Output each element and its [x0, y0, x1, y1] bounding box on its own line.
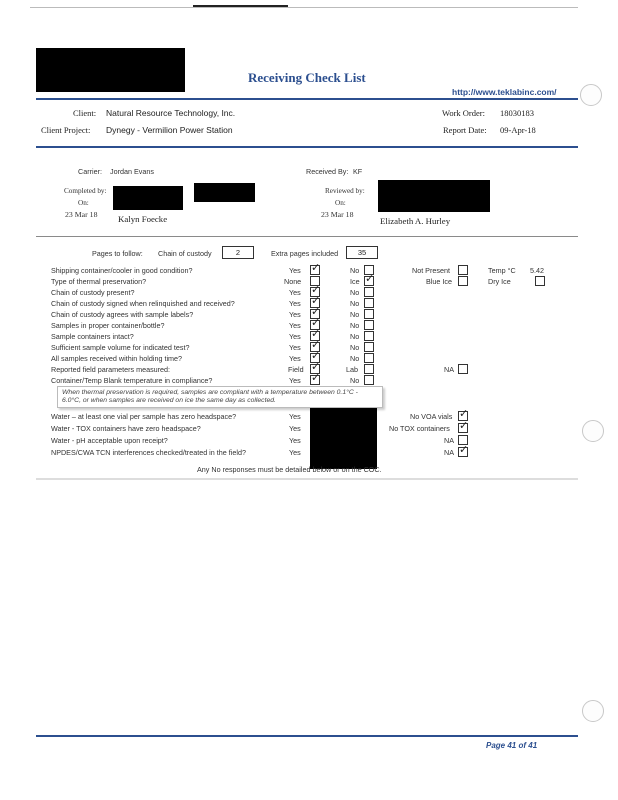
checklist-option-b: No — [350, 266, 360, 275]
completed-initials-redaction — [194, 183, 255, 202]
water-option-a: Yes — [289, 412, 301, 421]
project-value: Dynegy - Vermilion Power Station — [106, 125, 233, 135]
water-option-c: No VOA vials — [410, 412, 453, 421]
work-order-label: Work Order: — [442, 108, 485, 118]
checklist-option-d: Dry Ice — [488, 277, 511, 286]
checklist-option-b: No — [350, 310, 360, 319]
water-option-a: Yes — [289, 448, 301, 457]
checklist-option-b: No — [350, 321, 360, 330]
checkbox-na[interactable] — [458, 364, 468, 374]
checklist-option-c: Blue Ice — [426, 277, 452, 286]
checklist-option-a: Yes — [289, 299, 301, 308]
reviewed-name: Elizabeth A. Hurley — [380, 216, 451, 226]
checklist-question: Samples in proper container/bottle? — [51, 321, 165, 330]
checklist-option-b: No — [350, 343, 360, 352]
thermal-preservation-note: When thermal preservation is required, samples are compliant with a temperature between 0.1°C - 6.0°C, or when samples are received on ice the same day as collected. — [57, 386, 383, 408]
completed-on-label: On: — [78, 199, 89, 207]
checkbox-no-tox-containers[interactable] — [458, 423, 468, 433]
checklist-question: Shipping container/cooler in good condition? — [51, 266, 193, 275]
water-option-c: NA — [444, 448, 454, 457]
checklist-bottom-rule — [36, 478, 578, 480]
water-option-a: Yes — [289, 424, 301, 433]
checkbox-no[interactable] — [364, 320, 374, 330]
report-date-value: 09-Apr-18 — [500, 125, 536, 135]
pages-to-follow-label: Pages to follow: — [92, 249, 143, 258]
extra-pages-box[interactable]: 35 — [346, 246, 378, 259]
checkbox-yes[interactable] — [310, 265, 320, 275]
top-edge-line — [30, 7, 578, 8]
temp-label: Temp °C — [488, 266, 516, 275]
checklist-option-c: Not Present — [412, 266, 450, 275]
hole-punch-middle — [582, 420, 604, 442]
checkbox-no[interactable] — [364, 375, 374, 385]
checkbox-lab[interactable] — [364, 364, 374, 374]
reviewed-signature-redaction — [378, 180, 490, 212]
checklist-option-b: No — [350, 354, 360, 363]
info-rule — [36, 146, 578, 148]
checkbox-yes[interactable] — [310, 375, 320, 385]
checklist-question: Container/Temp Blank temperature in compliance? — [51, 376, 213, 385]
hole-punch-top — [580, 84, 602, 106]
hole-punch-bottom — [582, 700, 604, 722]
page-number: Page 41 of 41 — [486, 741, 538, 750]
checklist-option-b: No — [350, 376, 360, 385]
checklist-option-c: NA — [444, 365, 454, 374]
checklist-option-a: None — [284, 277, 302, 286]
checklist-question: Sufficient sample volume for indicated test? — [51, 343, 190, 352]
checkbox-no[interactable] — [364, 342, 374, 352]
page-title: Receiving Check List — [248, 70, 366, 85]
checklist-option-b: Ice — [350, 277, 360, 286]
checkbox-no[interactable] — [364, 298, 374, 308]
checklist-option-a: Yes — [289, 310, 301, 319]
water-redaction — [310, 408, 377, 469]
checklist-option-a: Yes — [289, 376, 301, 385]
checklist-option-a: Yes — [289, 266, 301, 275]
checklist-question: Chain of custody signed when relinquished and received? — [51, 299, 235, 308]
receipt-rule — [36, 236, 578, 237]
reviewed-by-label: Reviewed by: — [325, 187, 365, 195]
completed-date: 23 Mar 18 — [65, 210, 98, 219]
reviewed-on-label: On: — [335, 199, 346, 207]
received-by-label: Received By: — [306, 167, 349, 176]
checklist-option-a: Yes — [289, 354, 301, 363]
water-option-a: Yes — [289, 436, 301, 445]
checklist-option-a: Yes — [289, 288, 301, 297]
water-question: Water - TOX containers have zero headspace? — [51, 424, 201, 433]
checkbox-not-present[interactable] — [458, 265, 468, 275]
coc-pages-box[interactable]: 2 — [222, 246, 254, 259]
water-option-c: No TOX containers — [389, 424, 450, 433]
checklist-option-b: No — [350, 332, 360, 341]
logo-redaction — [36, 48, 185, 92]
report-date-label: Report Date: — [443, 125, 487, 135]
checklist-question: Type of thermal preservation? — [51, 277, 147, 286]
water-question: NPDES/CWA TCN interferences checked/treated in the field? — [51, 448, 246, 457]
client-value: Natural Resource Technology, Inc. — [106, 108, 236, 118]
checkbox-no[interactable] — [364, 353, 374, 363]
extra-pages-label: Extra pages included — [271, 249, 339, 258]
checklist-question: Chain of custody agrees with sample labels? — [51, 310, 194, 319]
checkbox-no[interactable] — [364, 309, 374, 319]
checklist-option-b: No — [350, 299, 360, 308]
water-question: Water - pH acceptable upon receipt? — [51, 436, 168, 445]
checklist-option-b: No — [350, 288, 360, 297]
received-by-value: KF — [353, 167, 363, 176]
carrier-label: Carrier: — [78, 167, 102, 176]
project-label: Client Project: — [41, 125, 91, 135]
checkbox-no[interactable] — [364, 331, 374, 341]
checkbox-ice[interactable] — [364, 276, 374, 286]
coc-pages-label: Chain of custody — [158, 249, 212, 258]
reviewed-date: 23 Mar 18 — [321, 210, 354, 219]
carrier-value: Jordan Evans — [110, 167, 154, 176]
water-option-c: NA — [444, 436, 454, 445]
checklist-option-a: Yes — [289, 332, 301, 341]
temp-value: 5.42 — [530, 266, 544, 275]
checkbox-blue-ice[interactable] — [458, 276, 468, 286]
checklist-option-a: Yes — [289, 343, 301, 352]
checkbox-tcn-na[interactable] — [458, 447, 468, 457]
checklist-option-a: Field — [288, 365, 304, 374]
checklist-question: All samples received within holding time? — [51, 354, 183, 363]
footer-note: Any No responses must be detailed below or on the COC. — [197, 465, 382, 474]
work-order-value: 18030183 — [500, 108, 534, 118]
checklist-question: Sample containers intact? — [51, 332, 134, 341]
checkbox-dry-ice[interactable] — [535, 276, 545, 286]
completed-signature-redaction — [113, 186, 183, 210]
completed-by-label: Completed by: — [64, 187, 107, 195]
client-label: Client: — [73, 108, 97, 118]
checkbox-no[interactable] — [364, 287, 374, 297]
checklist-question: Reported field parameters measured: — [51, 365, 171, 374]
completed-name: Kalyn Foecke — [118, 214, 168, 224]
website-link[interactable]: http://www.teklabinc.com/ — [452, 87, 557, 97]
checklist-option-b: Lab — [346, 365, 358, 374]
checklist-option-a: Yes — [289, 321, 301, 330]
checklist-question: Chain of custody present? — [51, 288, 135, 297]
water-question: Water – at least one vial per sample has zero headspace? — [51, 412, 237, 421]
header-rule — [36, 98, 578, 100]
footer-rule — [36, 735, 578, 737]
